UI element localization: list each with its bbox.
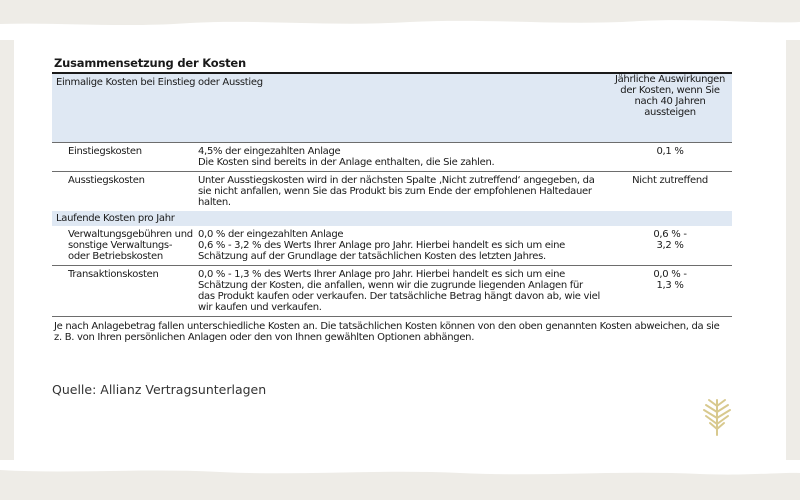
cost-name: Transaktionskosten [68,269,159,280]
table-row [52,143,732,172]
cost-impact: 0,1 % [608,143,732,172]
costs-table [52,74,732,316]
cost-description: 4,5% der eingezahlten Anlage Die Kosten sind bereits in der Anlage enthalten, die Sie zahlen. [196,143,608,172]
cost-impact: 0,6 % - 3,2 % [608,226,732,266]
cost-name: Einstiegskosten [52,143,196,172]
cost-description: 0,0 % der eingezahlten Anlage 0,6 % - 3,2 % des Werts Ihrer Anlage pro Jahr. Hierbei handelt es sich um eine Schätzung auf der Grundlage der tatsächlichen Kosten des letzten Jahres. [196,226,608,266]
table-row [52,226,732,266]
section-header-ongoing [52,211,732,226]
table-row [52,172,732,212]
impact-column-heading: Jährliche Auswirkungen der Kosten, wenn Sie nach 40 Jahren aussteigen [608,74,732,143]
section-heading-one-off: Einmalige Kosten bei Einstieg oder Ausstieg [52,74,608,143]
torn-paper-edge-bottom [0,460,800,500]
cost-composition-table [52,56,732,343]
cost-name: Ausstiegskosten [68,175,145,186]
wheat-leaf-icon [700,396,734,436]
cost-impact: Nicht zutreffend [632,175,708,186]
cost-impact: 0,0 % - 1,3 % [653,269,687,291]
cost-name: Verwaltungsgebühren und sonstige Verwaltungs- oder Betriebskosten [52,226,196,266]
cost-description: 0,0 % - 1,3 % des Werts Ihrer Anlage pro Jahr. Hierbei handelt es sich um eine Schätzung der Kosten, die anfallen, wenn wir die zugrunde liegenden Anlagen für das Produkt kaufen oder verkaufen. Der tatsächliche Betrag hängt davon ab, wie viel wir kaufen und verkaufen. [198,269,600,313]
section-header-one-off [52,74,732,143]
table-title: Zusammensetzung der Kosten [52,56,732,74]
section-heading-ongoing: Laufende Kosten pro Jahr [52,211,732,226]
cost-description: Unter Ausstiegskosten wird in der nächsten Spalte ‚Nicht zutreffend‘ angegeben, da sie nicht anfallen, wenn Sie das Produkt bis zum Ende der empfohlenen Haltedauer halten. [198,175,595,208]
table-footnote: Je nach Anlagebetrag fallen unterschiedliche Kosten an. Die tatsächlichen Kosten können von den oben genannten Kosten abweichen, da sie z. B. von Ihren persönlichen Anlagen oder den von Ihnen gewählten Optionen abhängen. [52,316,732,343]
source-caption: Quelle: Allianz Vertragsunterlagen [52,382,267,397]
table-row [52,266,732,317]
